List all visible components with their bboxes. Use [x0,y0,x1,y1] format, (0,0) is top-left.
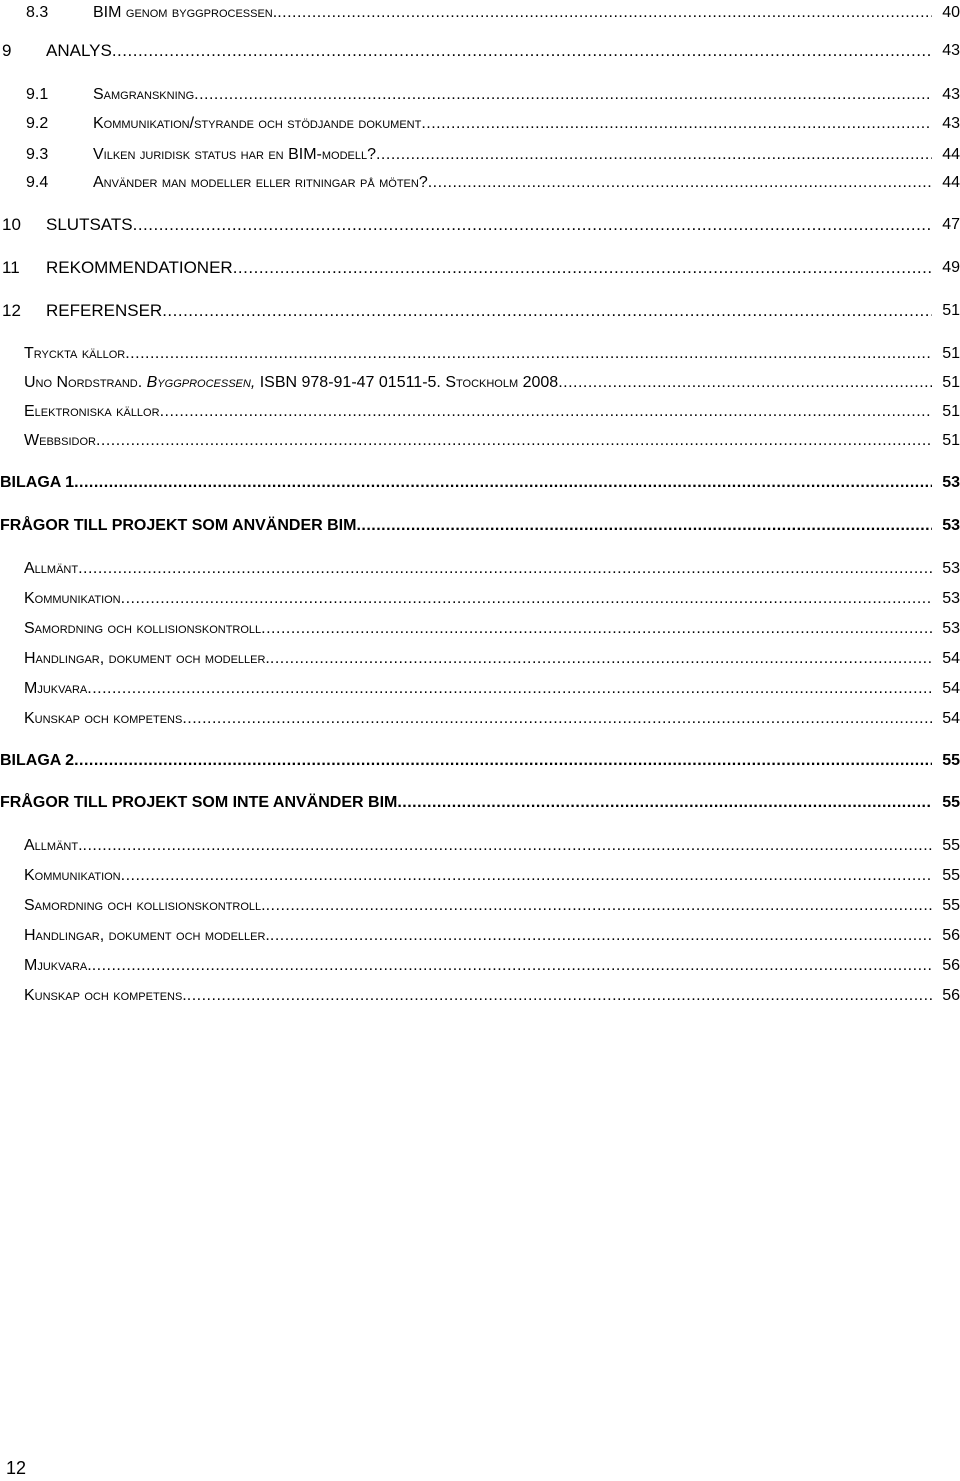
toc-entry-page: 43 [942,86,960,103]
page-number: 12 [6,1458,27,1478]
toc-entry-title: BILAGA 1 [0,474,75,491]
toc-entry-title: REKOMMENDATIONER [46,258,233,277]
toc-entry-page: 53 [942,590,960,607]
dot-leader [356,513,932,539]
toc-entry[interactable] [0,706,960,732]
book-title: Byggprocessen, [146,374,256,391]
toc-entry-page: 51 [942,374,960,391]
toc-entry-title: FRÅGOR TILL PROJEKT SOM ANVÄNDER BIM [0,517,357,534]
toc-entry-page: 51 [942,432,960,449]
toc-entry-page: 49 [942,259,960,276]
toc-entry-number: 11 [2,258,20,277]
toc-entry-title: Allmänt. [24,837,83,854]
toc-entry-page: 44 [942,146,960,163]
toc-entry[interactable] [0,0,960,26]
toc-entry[interactable] [0,863,960,889]
toc-entry-page: 51 [942,345,960,362]
dot-leader [96,428,932,454]
publisher-place-year: Stockholm 2008 [445,374,559,391]
toc-entry[interactable] [0,111,960,137]
toc-entry-page: 53 [942,474,960,491]
toc-entry[interactable] [0,953,960,979]
toc-entry-page: 55 [942,837,960,854]
dot-leader [87,676,932,702]
toc-entry-number: 9.1 [26,86,49,103]
toc-entry-page: 54 [942,650,960,667]
toc-entry[interactable] [0,212,960,238]
toc-entry[interactable] [0,586,960,612]
toc-entry-title: Kommunikation [24,867,121,884]
toc-entry-title: Använder man modeller eller ritningar på möten? [93,174,428,191]
toc-entry[interactable] [0,82,960,108]
dot-leader [125,341,932,367]
toc-entry[interactable] [0,370,960,396]
toc-entry-page: 43 [942,115,960,132]
toc-entry[interactable] [0,676,960,702]
dot-leader [83,833,932,859]
toc-entry-number: 9.4 [26,174,49,191]
toc-entry[interactable] [0,616,960,642]
toc-entry-title: BILAGA 2 [0,752,75,769]
toc-entry-title: SLUTSATS [46,215,133,234]
toc-entry-page: 54 [942,680,960,697]
dot-leader [421,111,932,137]
toc-entry-page: 55 [942,794,960,811]
dot-leader [121,586,932,612]
toc-entry-number: 10 [2,215,21,234]
toc-entry-title: ANALYS [46,41,112,60]
dot-leader [182,706,932,732]
toc-entry-title: Handlingar, dokument och modeller. [24,650,270,667]
toc-entry-page: 53 [942,620,960,637]
toc-entry-title: REFERENSER [46,301,163,320]
dot-leader [92,953,932,979]
isbn: ISBN 978-91-47 01511-5. [259,374,441,391]
toc-entry-title: FRÅGOR TILL PROJEKT SOM INTE ANVÄNDER BIM [0,794,398,811]
toc-entry-title: Webbsidor [24,432,96,449]
toc-entry[interactable] [0,833,960,859]
toc-entry-page: 40 [942,4,960,21]
toc-entry-page: 44 [942,174,960,191]
dot-leader [558,370,932,396]
dot-leader [112,38,932,64]
toc-entry-title: Elektroniska källor [24,403,160,420]
dot-leader [162,298,932,324]
dot-leader [74,748,932,774]
toc-entry-number: 12 [2,301,21,320]
toc-entry-page: 56 [942,957,960,974]
toc-entry-page: 56 [942,927,960,944]
toc-entry-title: Samordning och kollisionskontroll [24,620,262,637]
toc-entry-title: BIM genom byggprocessen. [93,4,278,21]
toc-entry-page: 51 [942,403,960,420]
toc-entry-title: Kommunikation [24,590,121,607]
dot-leader [160,399,932,425]
toc-entry[interactable] [0,893,960,919]
toc-entry[interactable] [0,399,960,425]
toc-entry[interactable] [0,428,960,454]
toc-entry[interactable] [0,470,960,496]
toc-entry[interactable] [0,255,960,281]
toc-entry-title [24,370,558,396]
toc-entry[interactable] [0,170,960,196]
toc-entry-title: Mjukvara [24,680,88,697]
toc-entry-number: 9.2 [26,115,49,132]
dot-leader [78,556,932,582]
toc-entry-title: Samgranskning [93,86,195,103]
toc-entry[interactable] [0,142,960,168]
toc-entry-page: 54 [942,710,960,727]
toc-entry[interactable] [0,38,960,64]
dot-leader [376,142,932,168]
dot-leader [74,470,932,496]
author-name: Uno Nordstrand. [24,374,143,391]
toc-entry-number: 9 [2,41,12,60]
dot-leader [428,170,932,196]
toc-entry-page: 56 [942,987,960,1004]
toc-entry[interactable] [0,298,960,324]
toc-entry-page: 55 [942,897,960,914]
toc-entry-page: 55 [942,752,960,769]
toc-entry-title: Handlingar, dokument och modeller. [24,927,270,944]
toc-entry-page: 47 [942,216,960,233]
toc-entry-number: 8.3 [26,4,49,21]
dot-leader [270,923,932,949]
toc-entry-page: 43 [942,42,960,59]
toc-entry-title: Mjukvara. [24,957,92,974]
dot-leader [133,212,932,238]
dot-leader [233,255,932,281]
toc-entry-page: 53 [942,517,960,534]
toc-entry-title: Kunskap och kompetens. [24,987,187,1004]
toc-entry[interactable] [0,513,960,539]
toc-entry-page: 51 [942,302,960,319]
toc-entry-title: Samordning och kollisionskontroll. [24,897,266,914]
toc-entry[interactable] [0,646,960,672]
dot-leader [266,893,932,919]
toc-entry-title: Kommunikation/styrande och stödjande dokument [93,115,422,132]
toc-entry[interactable] [0,983,960,1009]
dot-leader [397,790,932,816]
dot-leader [277,0,932,26]
toc-entry[interactable] [0,790,960,816]
toc-entry-title: Kunskap och kompetens [24,710,183,727]
toc-entry-title: Vilken juridisk status har en BIM-modell? [93,146,376,163]
dot-leader [194,82,932,108]
toc-entry[interactable] [0,748,960,774]
toc-entry-number: 9.3 [26,146,49,163]
toc-entry-title: Allmänt [24,560,79,577]
toc-entry[interactable] [0,923,960,949]
toc-entry-title: Tryckta källor [24,345,126,362]
toc-entry-page: 55 [942,867,960,884]
toc-entry[interactable] [0,556,960,582]
dot-leader [187,983,932,1009]
toc-entry[interactable] [0,341,960,367]
dot-leader [270,646,932,672]
dot-leader [121,863,932,889]
dot-leader [261,616,932,642]
toc-entry-page: 53 [942,560,960,577]
